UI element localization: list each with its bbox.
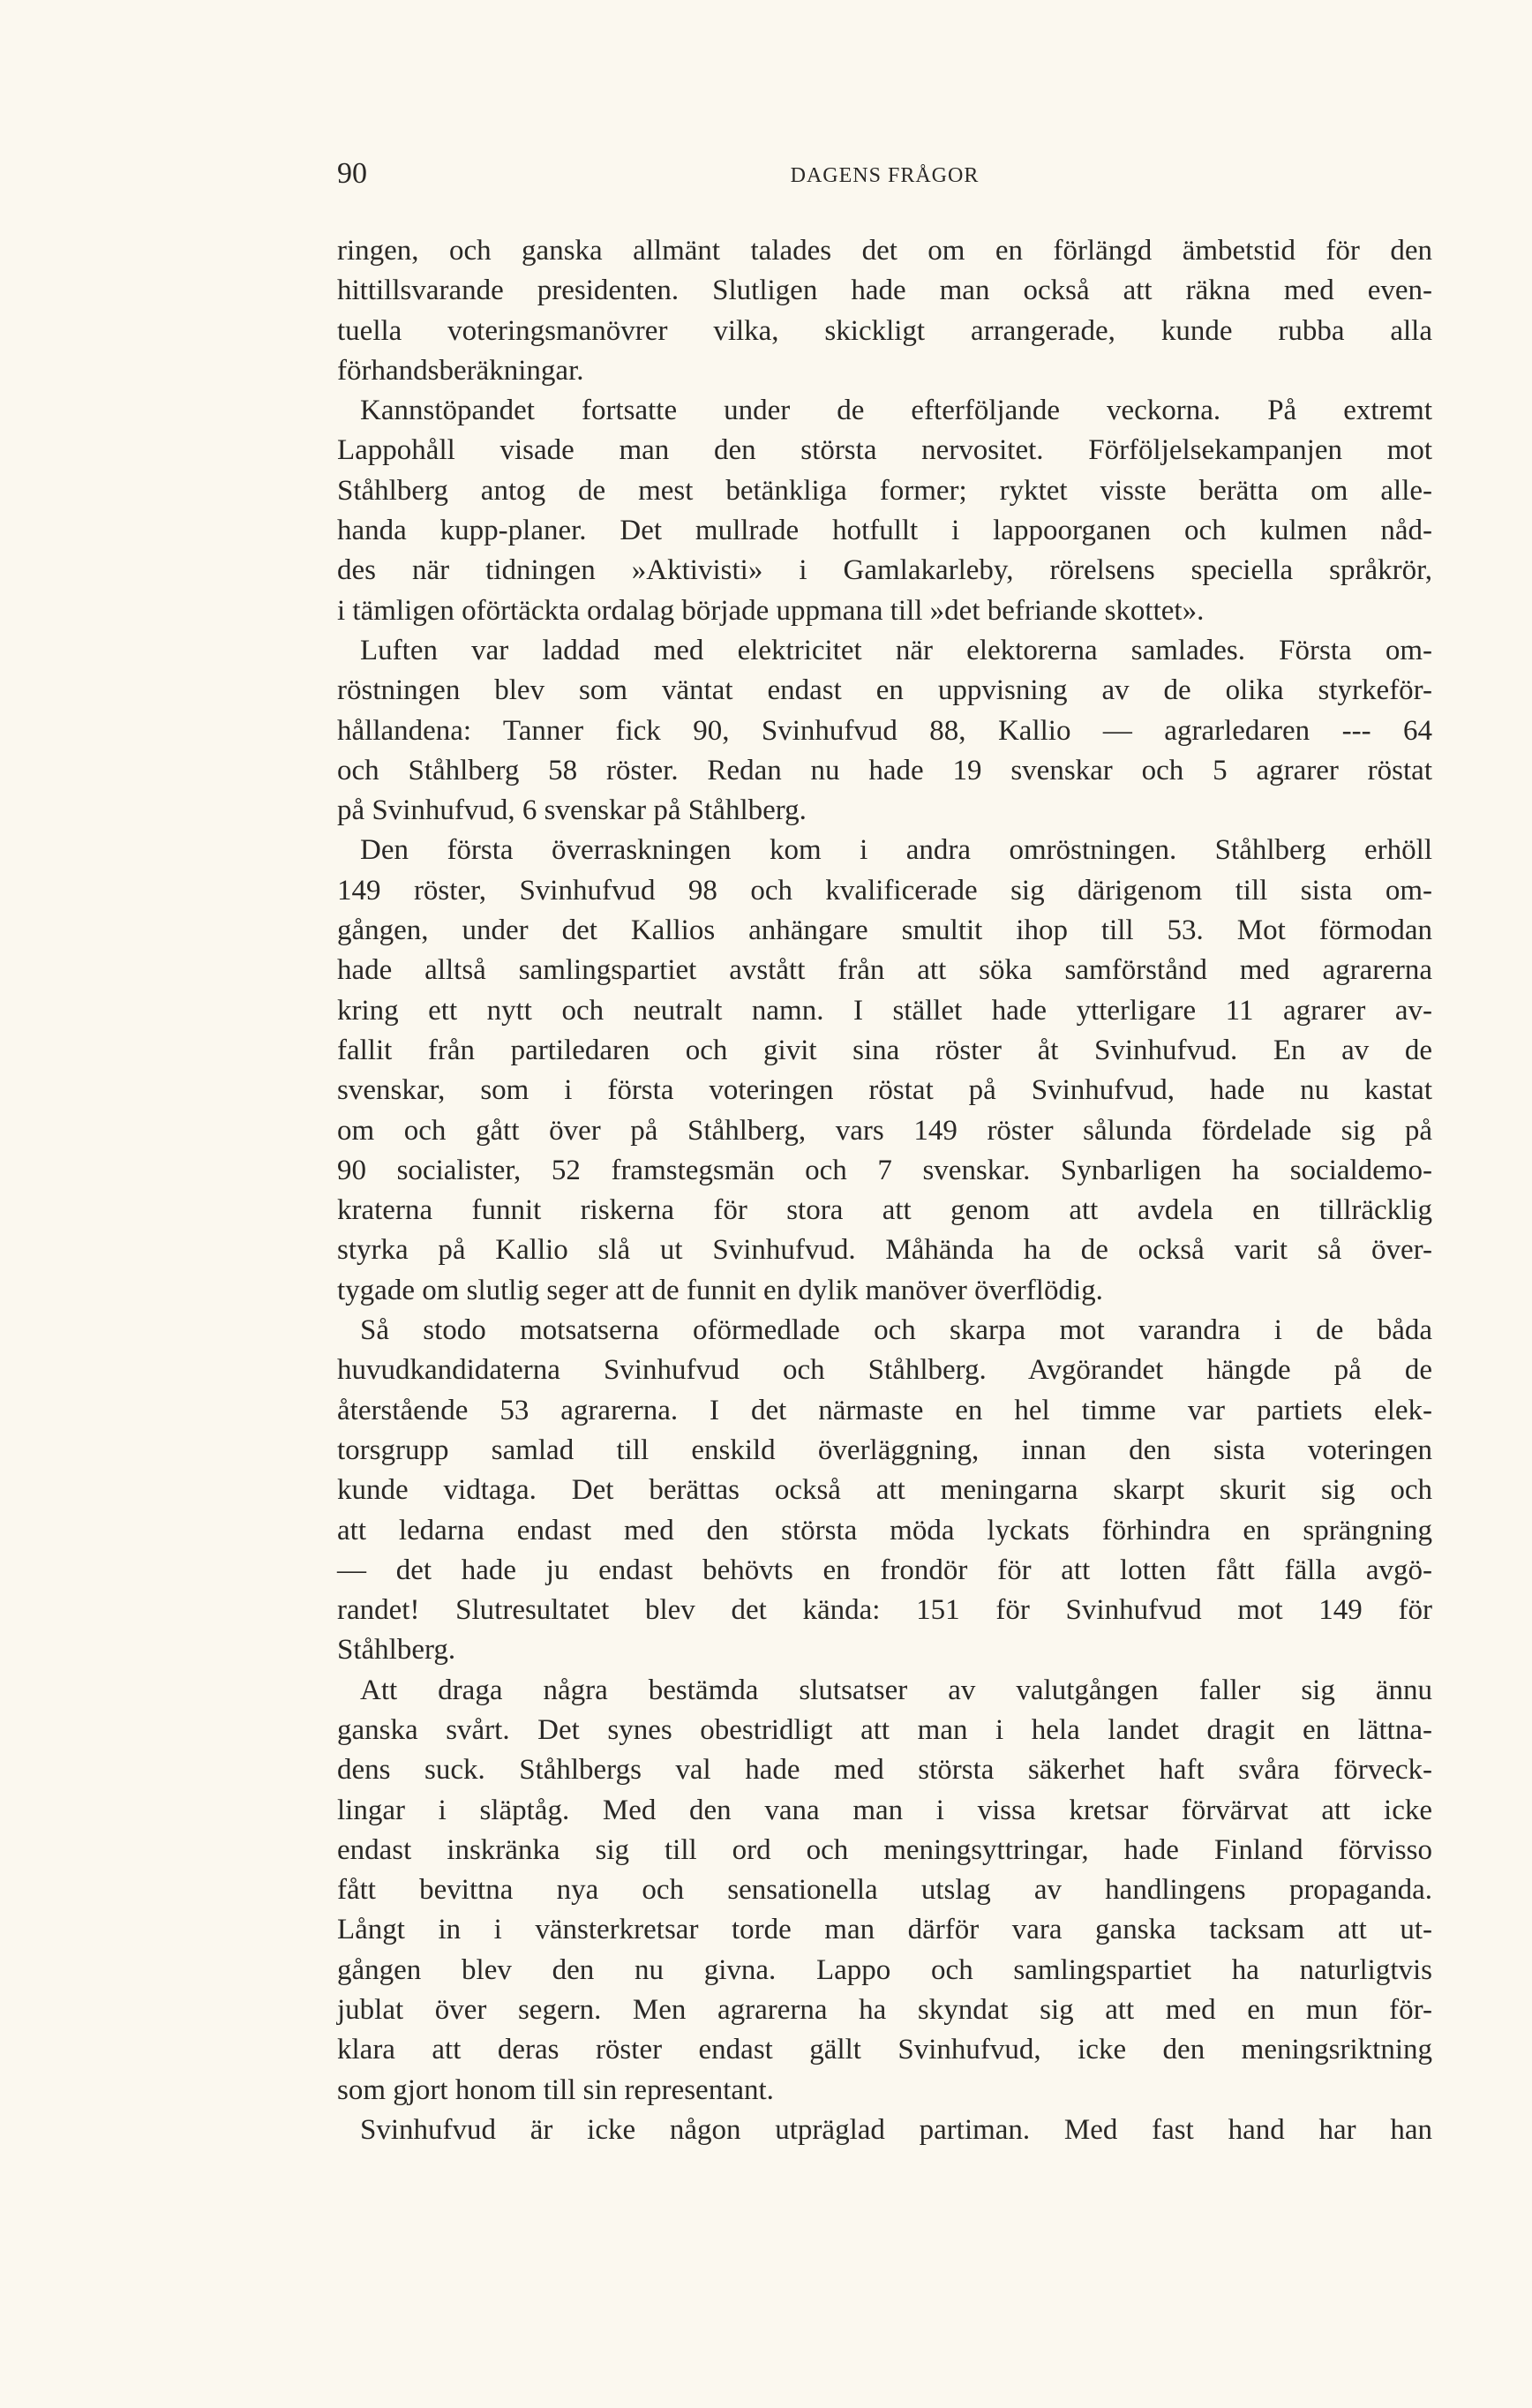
text-line: hållandena: Tanner fick 90, Svinhufvud 88, Kallio — agrarledaren --- 64 [337,714,1432,747]
running-title: DAGENS FRÅGOR [790,164,980,187]
text-line: tygade om slutlig seger att de funnit en dylik manöver överflödig. [337,1274,1103,1306]
text-line: randet! Slutresultatet blev det kända: 151 för Svinhufvud mot 149 för [337,1594,1432,1627]
text-line: hittillsvarande presidenten. Slutligen hade man också att räkna med even- [337,275,1432,307]
text-line: kring ett nytt och neutralt namn. I stället hade ytterligare 11 agrarer av- [337,994,1432,1027]
text-line: Så stodo motsatserna oförmedlade och skarpa mot varandra i de båda [360,1314,1432,1347]
text-line: röstningen blev som väntat endast en uppvisning av de olika styrkeför- [337,674,1432,707]
text-line: Kannstöpandet fortsatte under de efterföljande veckorna. På extremt [360,395,1432,427]
body-text [337,231,1432,2150]
text-line: gången blev den nu givna. Lappo och samlingspartiet ha naturligtvis [337,1953,1432,1986]
text-line: gången, under det Kallios anhängare smultit ihop till 53. Mot förmodan [337,914,1432,947]
text-line: ringen, och ganska allmänt talades det om en förlängd ämbetstid för den [337,235,1432,267]
page-number: 90 [337,157,367,190]
text-line: fått bevittna nya och sensationella utslag av handlingens propaganda. [337,1874,1432,1907]
text-line: huvudkandidaterna Svinhufvud och Ståhlberg. Avgörandet hängde på de [337,1354,1432,1387]
text-line: jublat över segern. Men agrarerna ha skyndat sig att med en mun för- [337,1994,1432,2027]
text-line: Svinhufvud är icke någon utpräglad partiman. Med fast hand har han [360,2113,1432,2146]
text-line: Långt in i vänsterkretsar torde man därför vara ganska tacksam att ut- [337,1914,1432,1946]
text-line: Luften var laddad med elektricitet när elektorerna samlades. Första om- [360,634,1432,666]
text-line: 149 röster, Svinhufvud 98 och kvalificerade sig därigenom till sista om- [337,874,1432,907]
text-line: kraterna funnit riskerna för stora att genom att avdela en tillräcklig [337,1194,1432,1227]
text-line: om och gått över på Ståhlberg, vars 149 röster sålunda fördelade sig på [337,1114,1432,1147]
text-line: som gjort honom till sin representant. [337,2073,774,2106]
text-line: Ståhlberg. [337,1634,456,1667]
text-line: des när tidningen »Aktivisti» i Gamlakarleby, rörelsens speciella språkrör, [337,554,1432,587]
text-line: att ledarna endast med den största möda lyckats förhindra en sprängning [337,1514,1432,1546]
text-line: hade alltså samlingspartiet avstått från att söka samförstånd med agrarerna [337,954,1432,987]
text-line: Den första överraskningen kom i andra omröstningen. Ståhlberg erhöll [360,834,1432,867]
text-line: på Svinhufvud, 6 svenskar på Ståhlberg. [337,794,807,827]
text-line: dens suck. Ståhlbergs val hade med största säkerhet haft svåra förveck- [337,1754,1432,1787]
text-line: fallit från partiledaren och givit sina röster åt Svinhufvud. En av de [337,1034,1432,1066]
text-line: Att draga några bestämda slutsatser av valutgången faller sig ännu [360,1674,1432,1706]
text-line: svenskar, som i första voteringen röstat på Svinhufvud, hade nu kastat [337,1074,1432,1107]
text-line: lingar i släptåg. Med den vana man i vissa kretsar förvärvat att icke [337,1794,1432,1826]
text-line: — det hade ju endast behövts en frondör för att lotten fått fälla avgö- [337,1554,1432,1586]
text-line: Lappohåll visade man den största nervositet. Förföljelsekampanjen mot [337,434,1432,467]
text-line: kunde vidtaga. Det berättas också att meningarna skarpt skurit sig och [337,1474,1432,1507]
text-line: 90 socialister, 52 framstegsmän och 7 svenskar. Synbarligen ha socialdemo- [337,1154,1432,1186]
text-line: återstående 53 agrarerna. I det närmaste en hel timme var partiets elek- [337,1394,1432,1426]
text-line: torsgrupp samlad till enskild överläggning, innan den sista voteringen [337,1434,1432,1466]
text-line: förhandsberäkningar. [337,354,584,387]
text-line: tuella voteringsmanövrer vilka, skickligt arrangerade, kunde rubba alla [337,314,1432,347]
text-line: styrka på Kallio slå ut Svinhufvud. Måhända ha de också varit så över- [337,1234,1432,1267]
text-line: endast inskränka sig till ord och meningsyttringar, hade Finland förvisso [337,1833,1432,1866]
text-line: handa kupp-planer. Det mullrade hotfullt i lappoorganen och kulmen nåd- [337,515,1432,547]
text-line: Ståhlberg antog de mest betänkliga former; ryktet visste berätta om alle- [337,474,1432,507]
text-line: i tämligen oförtäckta ordalag började uppmana till »det befriande skottet». [337,594,1205,627]
text-line: ganska svårt. Det synes obestridligt att man i hela landet dragit en lättna- [337,1713,1432,1746]
text-line: klara att deras röster endast gällt Svinhufvud, icke den meningsriktning [337,2034,1432,2066]
text-line: och Ståhlberg 58 röster. Redan nu hade 19 svenskar och 5 agrarer röstat [337,754,1432,786]
